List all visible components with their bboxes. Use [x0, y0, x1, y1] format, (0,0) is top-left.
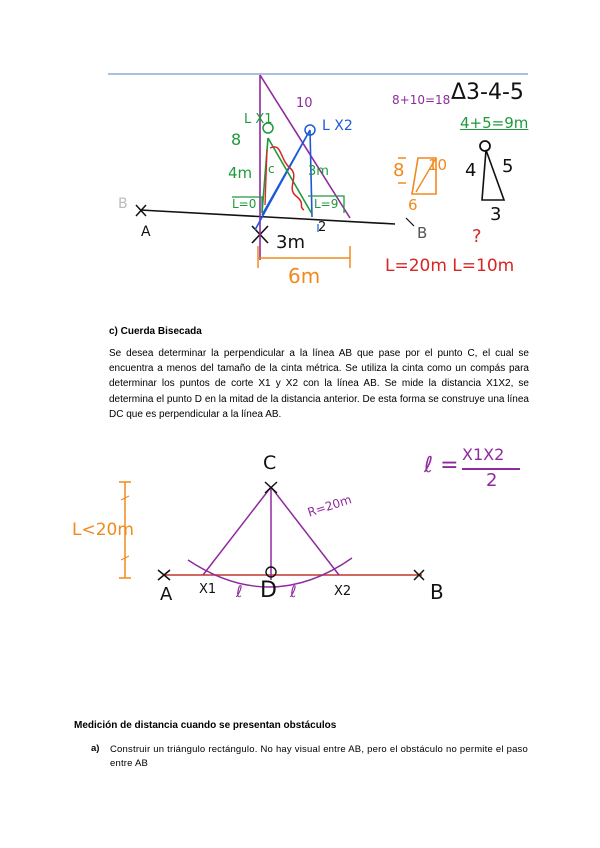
item-a-marker: a) — [91, 743, 100, 754]
top-label-c: c — [268, 162, 275, 176]
section-c-heading: c) Cuerda Bisecada — [109, 326, 202, 337]
top-label-6m-dim: 6m — [288, 264, 321, 288]
top-small-tri-10: 10 — [428, 156, 448, 174]
top-small-tri-6: 6 — [408, 196, 418, 214]
bottom-label-l-left: ℓ — [236, 582, 243, 601]
bottom-formula-lhs: ℓ = — [424, 453, 459, 478]
top-label-l0: L=0 — [232, 197, 257, 211]
top-question-mark: ? — [472, 226, 482, 247]
bottom-label-c: C — [263, 452, 277, 474]
bottom-formula-numerator: X1X2 — [462, 445, 505, 464]
bottom-label-b: B — [430, 580, 444, 604]
bottom-label-d: D — [260, 578, 277, 603]
top-label-4m: 4m — [228, 164, 253, 182]
top-tri345-4: 4 — [465, 160, 477, 181]
section-c-body: Se desea determinar la perpendicular a la línea AB que pase por el punto C, el cual se encuentra a menos del tamaño de la cinta métrica. Se utiliza la cinta como un compás para determinar los puntos de corte X1 y X2 con la línea AB. Se mide la distancia X1X2, se determina el punto D en la mitad de la distancia anterior. De esta forma se construye una línea DC que es perpendicular a la línea AB. — [109, 348, 529, 420]
top-label-8: 8 — [231, 130, 242, 149]
bottom-label-r: R=20m — [305, 492, 354, 520]
top-label-lx1: L X1 — [244, 112, 273, 127]
bottom-label-l-right: ℓ — [290, 582, 297, 601]
top-label-10: 10 — [296, 96, 313, 111]
bottom-label-x1: X1 — [199, 582, 217, 597]
bottom-label-x2: X2 — [334, 584, 352, 599]
top-sum-4-5: 4+5=9m — [460, 114, 529, 132]
top-tri345-5: 5 — [502, 156, 514, 177]
top-label-lx2: L X2 — [322, 118, 353, 134]
bottom-formula-denominator: 2 — [486, 470, 498, 491]
item-a-text: Construir un triángulo rectángulo. No hay visual entre AB, pero el obstáculo no permite el paso entre AB — [110, 744, 528, 769]
top-small-tri-8: 8 — [393, 160, 405, 181]
top-label-2: 2 — [318, 220, 327, 235]
top-formula-8610: 8+10=18 — [392, 93, 451, 107]
top-length-eq: L=20m L=10m — [385, 256, 515, 276]
top-label-3m-dim: 3m — [276, 232, 305, 253]
bottom-label-a: A — [160, 584, 173, 605]
top-label-3m: 3m — [308, 164, 329, 179]
top-triangle-345-label: Δ3-4-5 — [451, 80, 524, 105]
top-label-a: A — [141, 224, 151, 240]
top-label-b-faint: B — [118, 196, 128, 212]
section-obstacles-heading: Medición de distancia cuando se presentan obstáculos — [74, 720, 337, 731]
top-label-l9: L=9 — [314, 197, 339, 211]
top-label-b-right: B — [417, 224, 428, 242]
bottom-label-l20: L<20m — [72, 520, 134, 540]
top-tri345-3: 3 — [490, 204, 502, 225]
